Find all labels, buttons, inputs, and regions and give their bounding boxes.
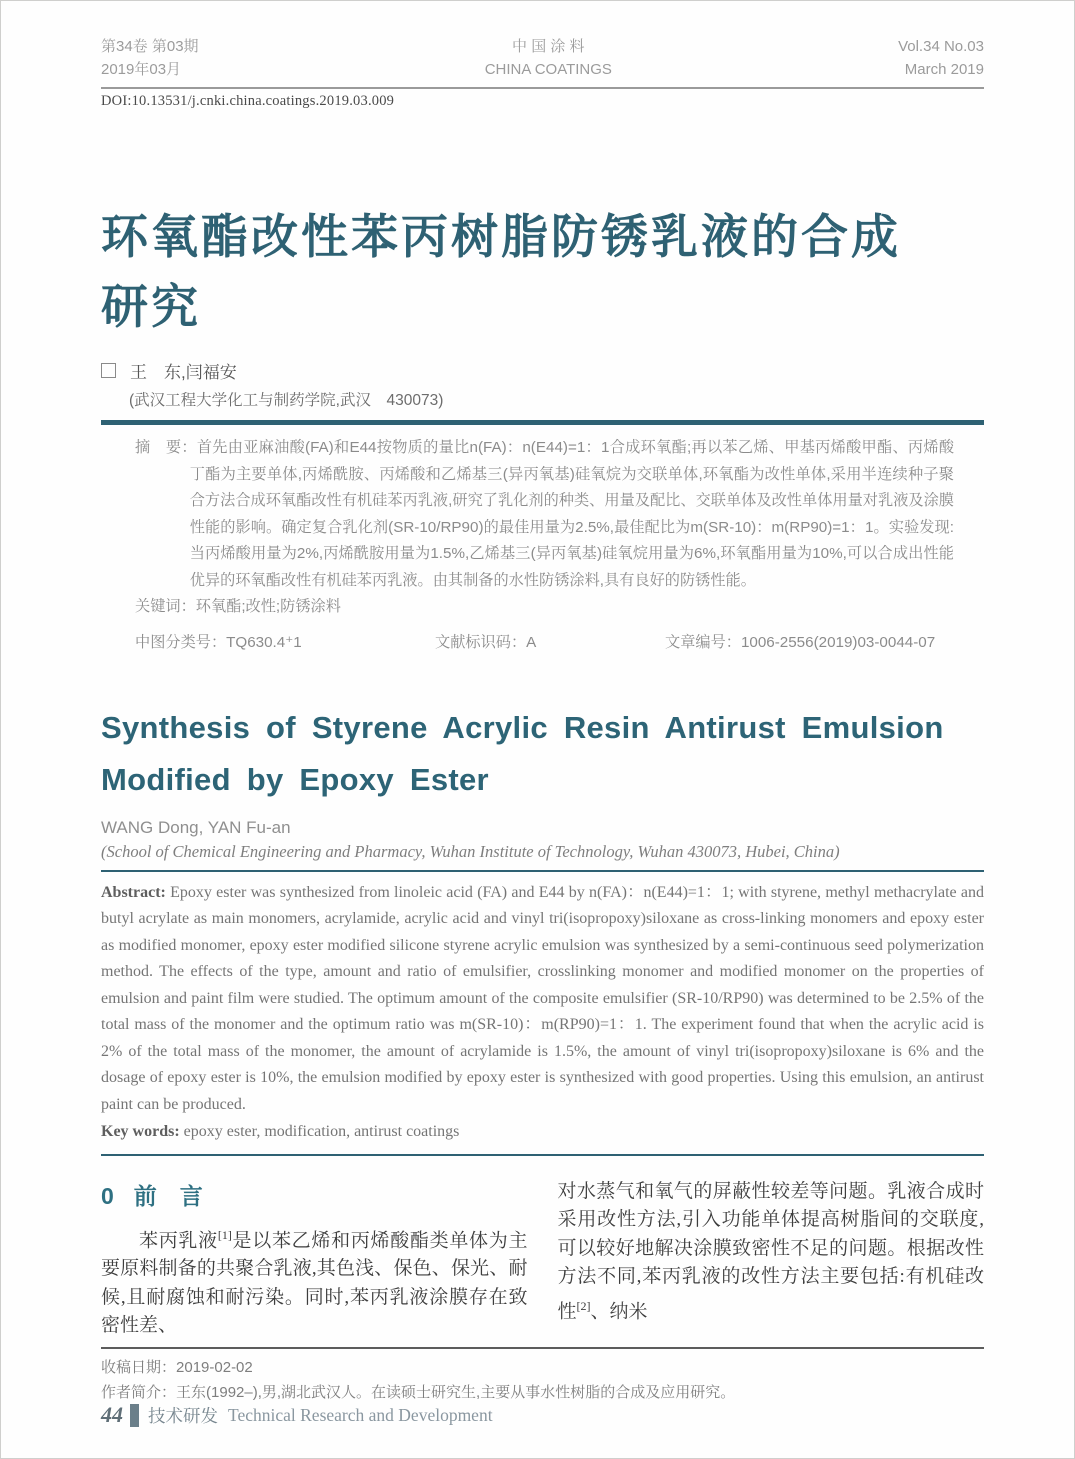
article-title-zh xyxy=(101,202,984,342)
received-date xyxy=(101,1355,984,1380)
received-date-label: 收稿日期： xyxy=(101,1358,177,1376)
page-footer xyxy=(101,1402,493,1428)
citation-ref-2: [2] xyxy=(576,1298,591,1313)
citation-ref-1: [1] xyxy=(217,1227,232,1242)
abstract-zh-block xyxy=(135,435,954,621)
document-code xyxy=(435,631,665,652)
keywords-en xyxy=(101,1119,984,1146)
header-journal-title xyxy=(485,35,612,81)
footer-bar-icon xyxy=(130,1404,139,1427)
document-code-label: 文献标识码： xyxy=(435,633,527,651)
abstract-zh xyxy=(135,435,954,594)
doi: DOI:10.13531/j.cnki.china.coatings.2019.03.009 xyxy=(101,93,395,109)
section-heading xyxy=(101,1178,528,1211)
intro-left-text: 苯丙乳液 xyxy=(139,1229,218,1251)
header-date-en: March 2019 xyxy=(904,61,984,78)
author-bio-text: 王东(1992–),男,湖北武汉人。在读硕士研究生,主要从事水性树脂的合成及应用研究。 xyxy=(176,1383,736,1401)
section-title: 前 言 xyxy=(133,1182,203,1209)
intro-right-text: 对水蒸气和氧气的屏蔽性较差等问题。乳液合成时采用改性方法,引入功能单体提高树脂间的交联度,可以较好地解决涂膜致密性不足的问题。根据改性方法不同,苯丙乳液的改性方法主要包括:有机硅改性 xyxy=(557,1180,984,1322)
header-volume-en: Vol.34 No.03 xyxy=(898,38,984,55)
article-title-en xyxy=(101,702,984,806)
journal-title-en: CHINA COATINGS xyxy=(484,61,612,78)
intro-paragraph-left xyxy=(101,1221,528,1341)
received-date-value: 2019-02-02 xyxy=(176,1358,253,1376)
divider-teal-thin-bottom xyxy=(101,1154,984,1156)
journal-header xyxy=(101,35,984,89)
article-title-zh-line1: 环氧酯改性苯丙树脂防锈乳液的合成 xyxy=(101,210,901,263)
article-title-en-line1: Synthesis of Styrene Acrylic Resin Antirust Emulsion xyxy=(101,709,944,745)
page-number: 44 xyxy=(101,1402,123,1427)
intro-columns xyxy=(101,1178,984,1341)
keywords-zh-text: 环氧酯;改性;防锈涂料 xyxy=(195,598,341,615)
divider-teal-thick xyxy=(101,420,984,425)
keywords-zh-label: 关键词： xyxy=(135,598,196,615)
article-number xyxy=(665,631,935,652)
header-volume-issue-en xyxy=(898,35,984,81)
intro-paragraph-right xyxy=(558,1178,985,1327)
authors-en: WANG Dong, YAN Fu-an xyxy=(101,817,291,837)
article-title-en-line2: Modified by Epoxy Ester xyxy=(101,761,489,797)
header-volume-zh: 第34卷 第03期 xyxy=(101,38,199,55)
article-number-value: 1006-2556(2019)03-0044-07 xyxy=(740,633,936,651)
clc-number xyxy=(135,631,435,652)
intro-column-right xyxy=(558,1178,985,1341)
footnotes xyxy=(101,1355,984,1405)
abstract-en-text: Epoxy ester was synthesized from linoleic acid (FA) and E44 by n(FA)：n(E44)=1：1; with styrene, methyl methacrylate and butyl acrylate as main monomers, acrylamide, acrylic acid and vinyl tri(isopropoxy)siloxane as cross-linking monomers and epoxy ester as modified monomer, epoxy ester modified silicone styrene acrylic emulsion was synthesized by a semi-continuous seed polymerization method. The effects of the type, amount and ratio of emulsifier, crosslinking monomer and modified monomer on the properties of emulsion and paint film were studied. The optimum amount of the composite emulsifier (SR-10/RP90) was determined to be 2.5% of the total mass of the monomer and the optimum ratio was m(SR-10)：m(RP90)=1：1. The experiment found that when the acrylic acid is 2% of the total mass of the monomer, the amount of acrylamide is 1.5%, the amount of vinyl tri(isopropoxy)siloxane is 6% and the dosage of epoxy ester is 10%, the emulsion modified by epoxy ester is synthesized with good properties. Using this emulsion, an antirust paint can be produced. xyxy=(101,883,984,1113)
abstract-zh-label: 摘 要： xyxy=(135,439,197,456)
divider-teal-thin-top xyxy=(101,870,984,872)
abstract-en xyxy=(101,880,984,1119)
authors-zh-row xyxy=(101,358,984,383)
footer-section-zh: 技术研发 xyxy=(148,1405,218,1426)
keywords-en-text: epoxy ester, modification, antirust coatings xyxy=(179,1123,460,1140)
classification-row xyxy=(135,631,954,652)
journal-title-zh: 中 国 涂 料 xyxy=(512,38,585,55)
authors-zh: 王 东,闫福安 xyxy=(130,363,237,382)
document-code-value: A xyxy=(526,633,537,651)
intro-right-text-cont: 、纳米 xyxy=(590,1300,648,1322)
header-volume-issue xyxy=(101,35,199,81)
affiliation-en: (School of Chemical Engineering and Pharmacy, Wuhan Institute of Technology, Wuhan 430073, Hubei, China) xyxy=(101,841,840,861)
article-title-zh-line2: 研究 xyxy=(101,280,201,333)
author-bio-label: 作者简介： xyxy=(101,1383,177,1401)
keywords-en-label: Key words: xyxy=(101,1123,180,1140)
article-number-label: 文章编号： xyxy=(665,633,741,651)
footnote-divider xyxy=(101,1347,984,1349)
abstract-zh-text: 首先由亚麻油酸(FA)和E44按物质的量比n(FA)：n(E44)=1：1合成环氧酯;再以苯乙烯、甲基丙烯酸甲酯、丙烯酸丁酯为主要单体,丙烯酰胺、丙烯酸和乙烯基三(异丙氧基)硅氧烷为交联单体,环氧酯为改性单体,采用半连续种子聚合方法合成环氧酯改性有机硅苯丙乳液,研究了乳化剂的种类、用量及配比、交联单体及改性单体用量对乳液及涂膜性能的影响。确定复合乳化剂(SR-10/RP90)的最佳用量为2.5%,最佳配比为m(SR-10)：m(RP90)=1：1。实验发现:当丙烯酸用量为2%,丙烯酰胺用量为1.5%,乙烯基三(异丙氧基)硅氧烷用量为6%,环氧酯用量为10%,可以合成出性能优异的环氧酯改性有机硅苯丙乳液。由其制备的水性防锈涂料,具有良好的防锈性能。 xyxy=(189,439,955,589)
footer-section-en: Technical Research and Development xyxy=(228,1404,493,1425)
affiliation-zh: (武汉工程大学化工与制药学院,武汉 430073) xyxy=(129,392,444,409)
intro-left-text-cont: 是以苯乙烯和丙烯酸酯类单体为主要原料制备的共聚合乳液,其色浅、保色、保光、耐候,且耐腐蚀和耐污染。同时,苯丙乳液涂膜存在致密性差、 xyxy=(101,1229,528,1337)
section-number: 0 xyxy=(101,1182,114,1209)
clc-value: TQ630.4⁺1 xyxy=(226,633,302,651)
keywords-zh xyxy=(135,594,954,621)
author-square-icon xyxy=(101,363,116,378)
header-date-zh: 2019年03月 xyxy=(101,61,182,78)
intro-column-left xyxy=(101,1178,528,1341)
clc-label: 中图分类号： xyxy=(135,633,227,651)
abstract-en-label: Abstract: xyxy=(101,883,166,901)
